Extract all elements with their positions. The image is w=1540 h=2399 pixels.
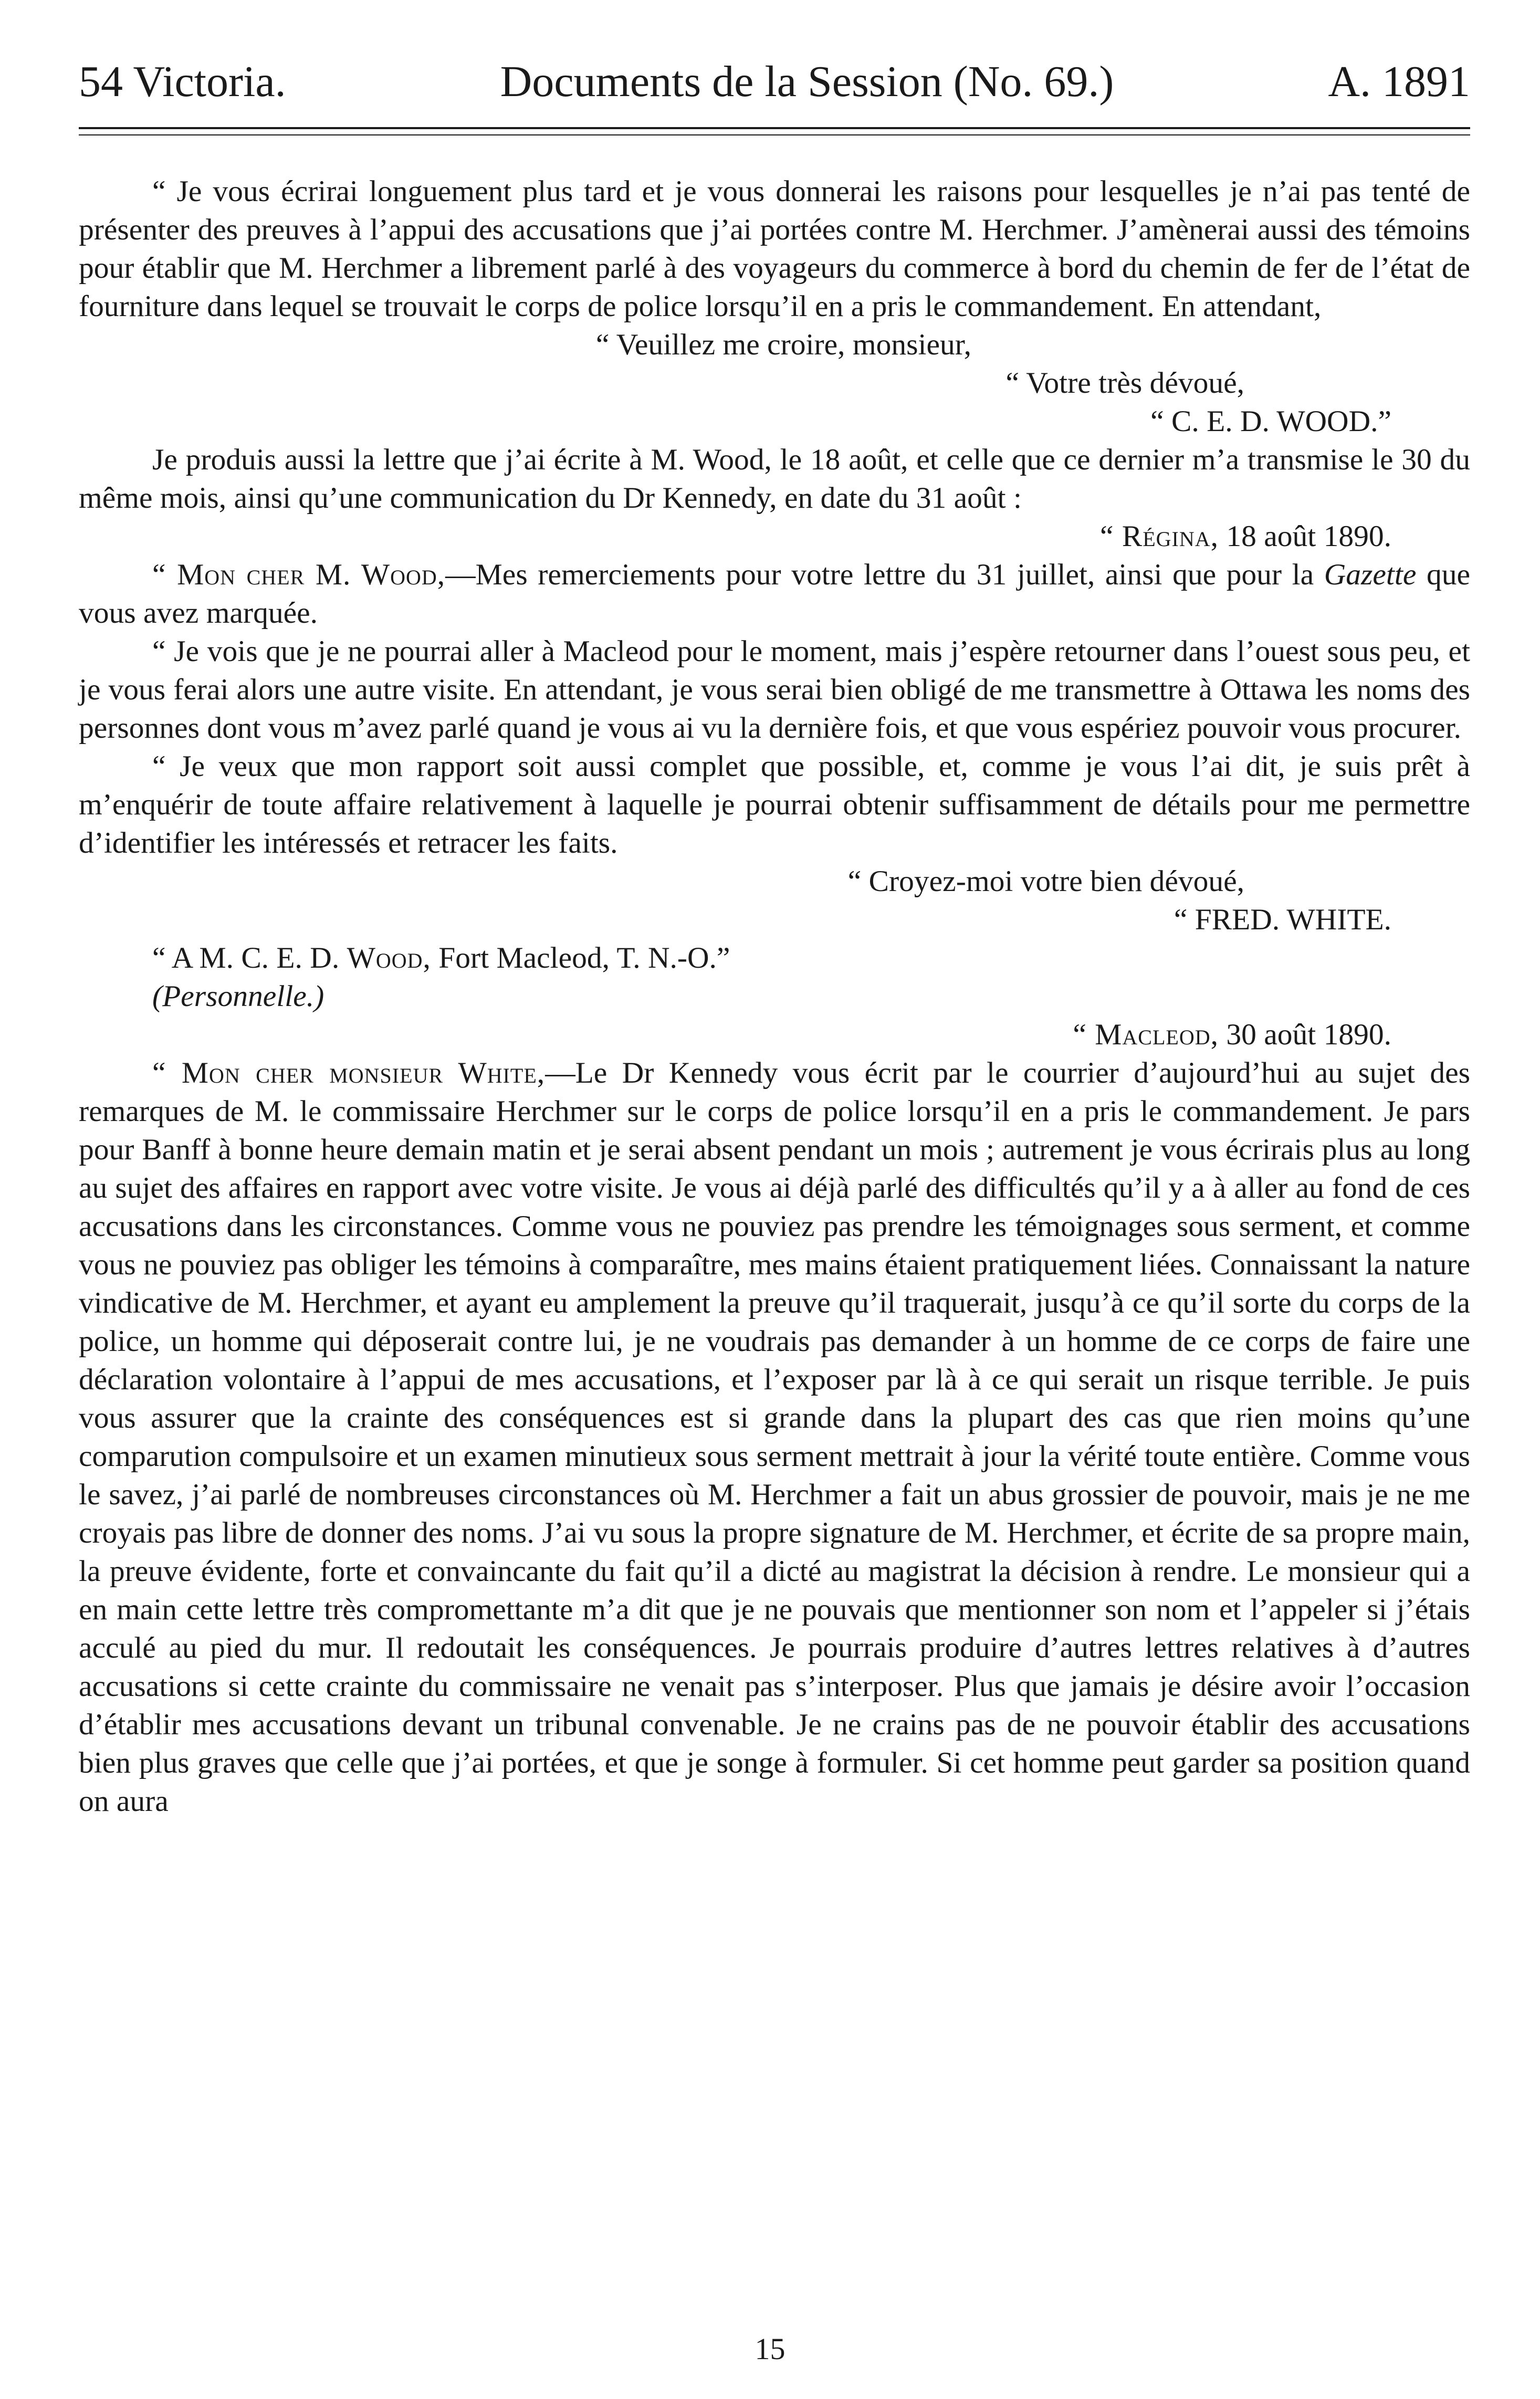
- letter2-paragraph-2: “ Je vois que je ne pourrai aller à Macleod pour le moment, mais j’espère retourner dans l’ouest sous peu, et je vous ferai alors une autre visite. En attendant, je vous serai bien obligé de me transmettre à Ottawa les noms des personnes dont vous m’avez parlé quand je vous ai vu la dernière fois, et que vous espériez pouvoir vous procurer.: [79, 635, 1470, 745]
- letter2-address-rest: Fort Macleod, T. N.-O.”: [438, 941, 730, 975]
- document-page: [79, 58, 1470, 1820]
- header-rule: [79, 127, 1470, 135]
- gazette-title: Gazette: [1324, 558, 1417, 592]
- letter2-dateline: [79, 517, 1470, 556]
- letter1-closing-1: “ Veuillez me croire, monsieur,: [595, 328, 971, 362]
- letter2-salutation: “ Mon cher M. Wood,: [152, 558, 446, 592]
- letter2-address: [79, 939, 1470, 977]
- letter1-closing-2: “ Votre très dévoué,: [1005, 366, 1244, 400]
- letter3-dateline-place: “ Macleod,: [1073, 1018, 1219, 1052]
- letter2-closing: “ Croyez-moi votre bien dévoué,: [847, 865, 1244, 898]
- letter2-dateline-date: 18 août 1890.: [1226, 520, 1391, 553]
- running-header: [79, 58, 1470, 106]
- letter3-body-text: —Le Dr Kennedy vous écrit par le courrier d’aujourd’hui au sujet des remarques de M. le commissaire Herchmer sur le corps de police lorsqu’il en a pris le commandement. Je pars pour Banff à bonne heure demain matin et je serai absent pendant un mois ; autrement je vous écrirais plus au long au sujet des affaires en rapport avec votre visite. Je vous ai déjà parlé des difficultés qu’il y a à aller au fond de ces accusations dans les circonstances. Comme vous ne pouviez pas prendre les témoignages sous serment, et comme vous ne pouviez pas obliger les témoins à comparaître, mes mains étaient pratiquement liées. Connaissant la nature vindicative de M. Herchmer, et ayant eu amplement la preuve qu’il traquerait, jusqu’à ce qu’il sorte du corps de la police, un homme qui déposerait contre lui, je ne voudrais pas demander à un homme de ce corps de faire une déclaration volontaire à l’appui de mes accusations, et l’exposer par là à ce qui serait un risque terrible. Je puis vous assurer que la crainte des conséquences est si grande dans la plupart des cas que rien moins qu’une comparution compulsoire et un examen minutieux sous serment mettrait à jour la vérité toute entière. Comme vous le savez, j’ai parlé de nombreuses circonstances où M. Herchmer a fait un abus grossier de pouvoir, mais je ne me croyais pas libre de donner des noms. J’ai vu sous la propre signature de M. Herchmer, et écrite de sa propre main, la preuve évidente, forte et convaincante du fait qu’il a dicté au magistrat la décision à rendre. Le monsieur qui a en main cette lettre très compromettante m’a dit que je ne pouvais que mentionner son nom et l’appeler si j’étais acculé au pied du mur. Il redoutait les conséquences. Je pourrais produire d’autres lettres relatives à d’autres accusations si cette crainte du commissaire ne venait pas s’interposer. Plus que jamais je désire avoir l’occasion d’établir mes accusations devant un tribunal convenable. Je ne crains pas de ne pouvoir établir des accusations bien plus graves que celle que j’ai portées, et que je songe à formuler. Si cet homme peut garder sa position quand on aura: [79, 1056, 1470, 1818]
- letter2-dateline-place: “ Régina,: [1099, 520, 1219, 553]
- header-title: Documents de la Session (No. 69.): [500, 57, 1114, 106]
- letter1-signature: “ C. E. D. WOOD.”: [1150, 405, 1391, 438]
- header-year: A. 1891: [1328, 57, 1470, 106]
- page-number: 15: [755, 2332, 785, 2366]
- letter2-p1-end: que vous avez marquée.: [79, 558, 1470, 630]
- letter2-paragraph-1: [79, 556, 1470, 632]
- header-volume: 54 Victoria.: [79, 57, 286, 106]
- intro-paragraph: Je produis aussi la lettre que j’ai écrite à M. Wood, le 18 août, et celle que ce dernier m’a transmise le 30 du même mois, ainsi qu’une communication du Dr Kennedy, en date du 31 août :: [79, 443, 1470, 515]
- letter3-salutation: “ Mon cher monsieur White,: [152, 1056, 546, 1090]
- letter2-p1-text: —Mes remerciements pour votre lettre du 31 juillet, ainsi que pour la: [445, 558, 1314, 592]
- letter1-body: “ Je vous écrirai longuement plus tard et je vous donnerai les raisons pour lesquelles je n’ai pas tenté de présenter des preuves à l’appui des accusations que j’ai portées contre M. Herchmer. J’amènerai aussi des témoins pour établir que M. Herchmer a librement parlé à des voyageurs du commerce à bord du chemin de fer de l’état de fourniture dans lequel se trouvait le corps de police lorsqu’il en a pris le commandement. En attendant,: [79, 175, 1470, 323]
- letter3-label: (Personnelle.): [152, 980, 324, 1013]
- letter2-address-prefix: “ A M. C. E. D.: [152, 941, 340, 975]
- letter2-address-name: Wood,: [347, 941, 431, 975]
- letter2-paragraph-3: “ Je veux que mon rapport soit aussi complet que possible, et, comme je vous l’ai dit, je suis prêt à m’enquérir de toute affaire relativement à laquelle je pourrai obtenir suffisamment de détails pour me permettre d’identifier les intéressés et retracer les faits.: [79, 750, 1470, 860]
- letter2-signature: “ FRED. WHITE.: [1174, 903, 1391, 937]
- letter3-dateline: [79, 1015, 1470, 1054]
- letter3-body: [79, 1054, 1470, 1820]
- document-body: [79, 172, 1470, 1820]
- letter3-dateline-date: 30 août 1890.: [1226, 1018, 1391, 1052]
